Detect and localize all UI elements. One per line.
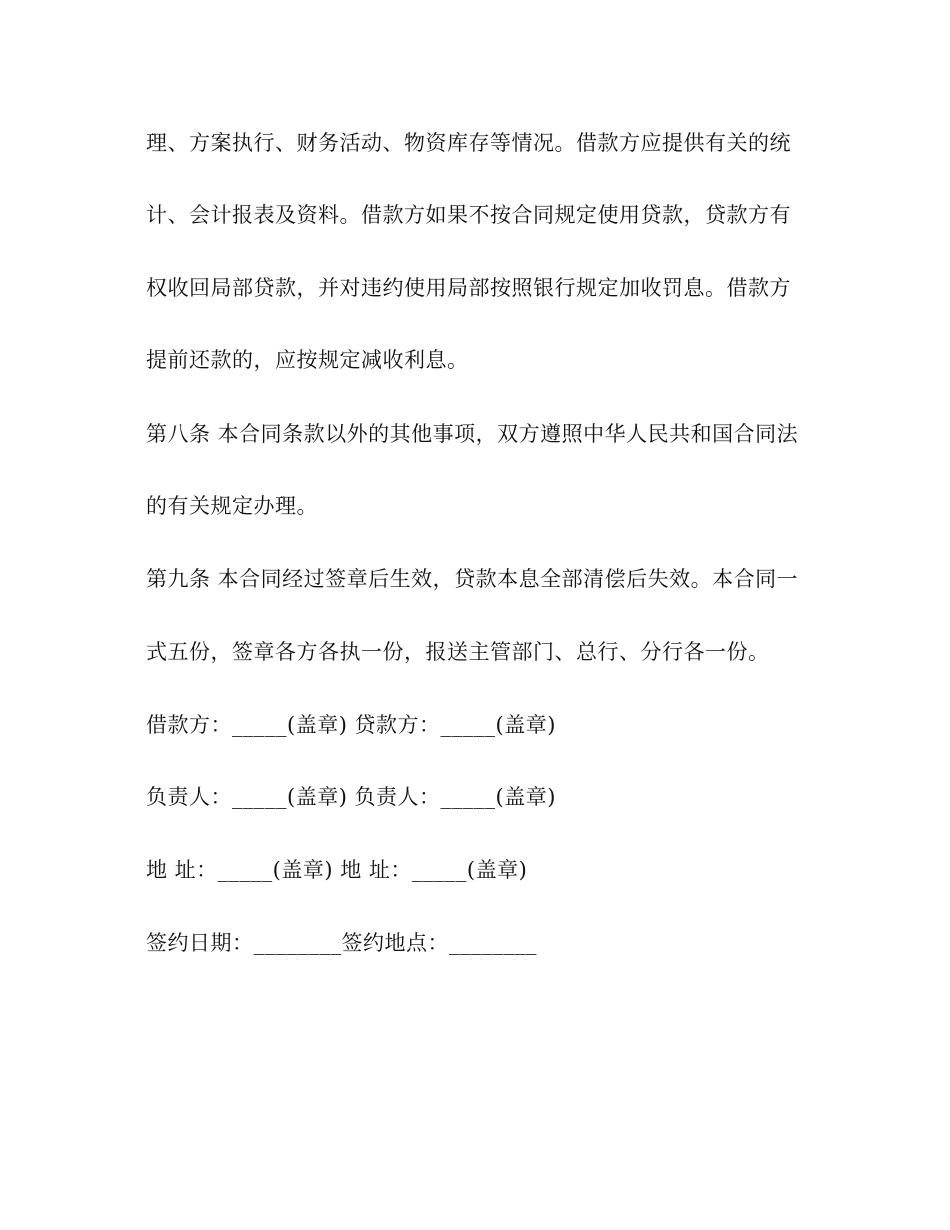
article-nine-line-2: 式五份，签章各方各执一份，报送主管部门、总行、分行各一份。 (146, 640, 770, 664)
borrower-lender-signature-line: 借款方：_____(盖章) 贷款方：_____(盖章) (146, 713, 556, 737)
paragraph-line-3: 权收回局部贷款，并对违约使用局部按照银行规定加收罚息。借款方 (146, 276, 791, 300)
paragraph-line-4: 提前还款的，应按规定减收利息。 (146, 348, 469, 372)
paragraph-line-1: 理、方案执行、财务活动、物资库存等情况。借款方应提供有关的统 (146, 131, 791, 155)
address-signature-line: 地 址：_____(盖章) 地 址：_____(盖章) (146, 858, 528, 882)
article-nine-line-1: 第九条 本合同经过签章后生效，贷款本息全部清偿后失效。本合同一 (146, 567, 799, 591)
signing-date-place-line: 签约日期：________签约地点：________ (146, 931, 537, 955)
responsible-person-signature-line: 负责人：_____(盖章) 负责人：_____(盖章) (146, 785, 556, 809)
article-eight-line-2: 的有关规定办理。 (146, 494, 318, 518)
paragraph-line-2: 计、会计报表及资料。借款方如果不按合同规定使用贷款，贷款方有 (146, 203, 791, 227)
article-eight-line-1: 第八条 本合同条款以外的其他事项，双方遵照中华人民共和国合同法 (146, 422, 799, 446)
